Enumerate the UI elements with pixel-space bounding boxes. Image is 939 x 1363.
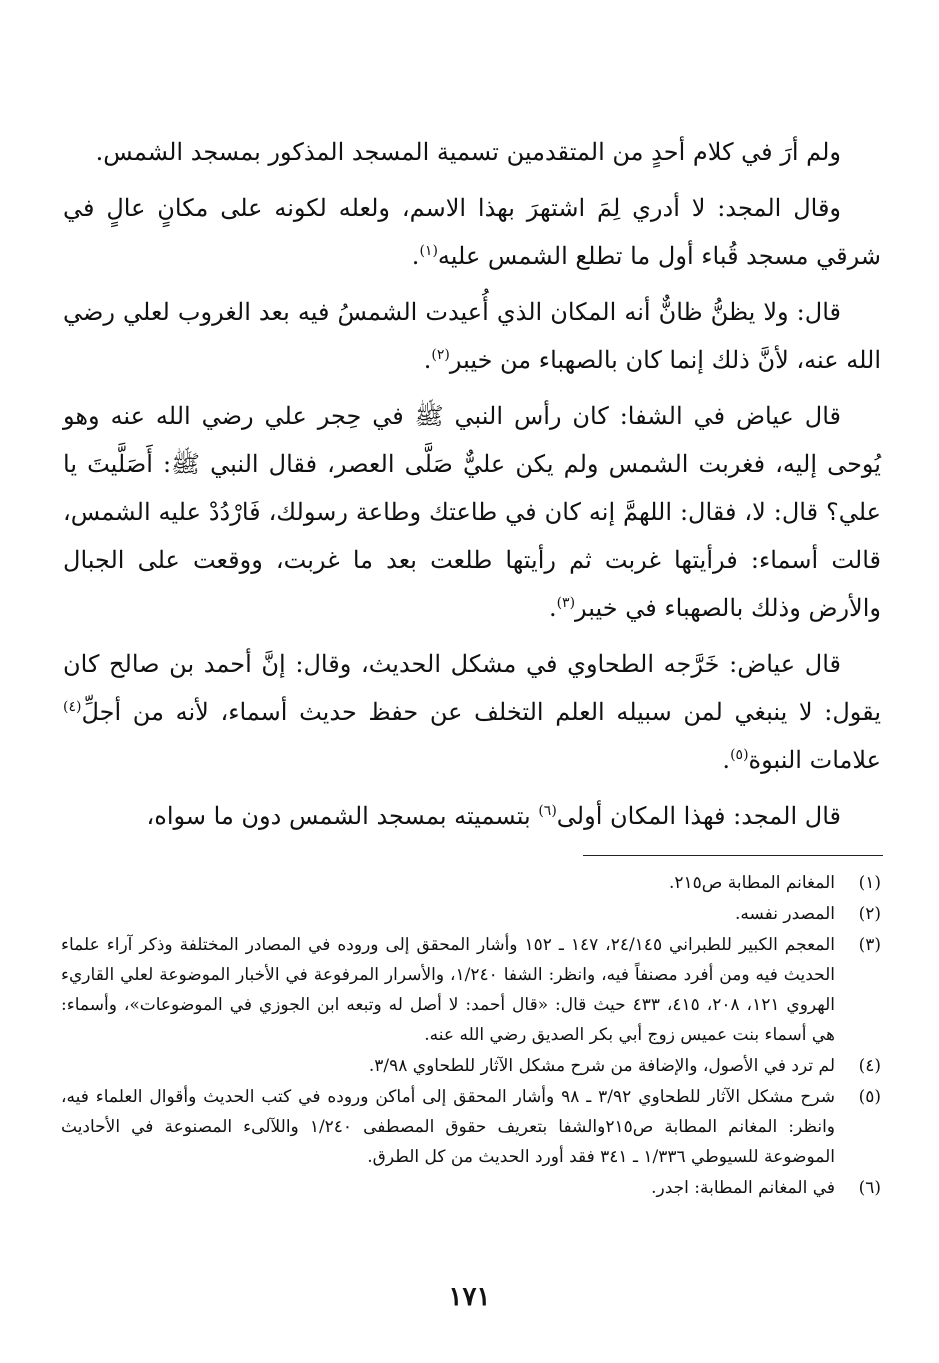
- footnote-number: (١): [858, 873, 881, 893]
- footnote-number: (٢): [858, 904, 881, 924]
- paragraph-text: قال: ولا يظنُّ ظانٌّ أنه المكان الذي أُعيدت الشمسُ فيه بعد الغروب لعلي رضي الله عنه، لأنَّ ذلك إنما كان بالصهباء من خيبر: [63, 298, 881, 374]
- footnote: [61, 868, 881, 898]
- paragraph-text: قال عياض: خَرَّجه الطحاوي في مشكل الحديث، وقال: إنَّ أحمد بن صالح كان يقول: لا ينبغي لمن سبيله العلم التخلف عن حفظ حديث أسماء، لأنه من أجلِّ: [63, 650, 881, 726]
- footnote: [61, 1082, 881, 1172]
- footnote-number: (٣): [858, 935, 881, 955]
- footnote-text: المصدر نفسه.: [734, 904, 835, 924]
- paragraph-text: .: [411, 242, 420, 270]
- footnote-ref: (٥): [730, 747, 749, 763]
- paragraph-text: .: [548, 594, 557, 622]
- paragraph-text: .: [722, 746, 731, 774]
- footnote-ref: (١): [419, 243, 438, 259]
- paragraph-text: علامات النبوة: [748, 746, 881, 774]
- footnote-number: (٤): [858, 1056, 881, 1076]
- footnote-ref: (٣): [556, 595, 576, 611]
- paragraph-text: ولم أرَ في كلام أحدٍ من المتقدمين تسمية المسجد المذكور بمسجد الشمس.: [95, 138, 841, 166]
- paragraph: [63, 640, 881, 784]
- footnote-number: (٦): [858, 1178, 881, 1198]
- paragraph-text: .: [423, 346, 432, 374]
- footnote: [61, 899, 881, 929]
- paragraph: [63, 184, 881, 280]
- main-text: [63, 128, 881, 848]
- footnote-ref: (٢): [431, 347, 450, 363]
- paragraph: [63, 392, 881, 632]
- footnote-ref: (٤): [63, 699, 82, 715]
- footnote: [61, 1051, 881, 1081]
- paragraph: [63, 288, 881, 384]
- footnote: [61, 1173, 881, 1203]
- footnote-text: شرح مشكل الآثار للطحاوي ٣/٩٢ ـ ٩٨ وأشار المحقق إلى أماكن وروده في كتب الحديث وأقوال العلماء فيه، وانظر: المغانم المطابة ص٢١٥والشفا بتعريف حقوق المصطفى ١/٢٤٠ واللآلىء المصنوعة في الأحاديث الموضوعة للسيوطي ١/٣٣٦ ـ ٣٤١ فقد أورد الحديث من كل الطرق.: [61, 1087, 835, 1167]
- paragraph-text: وقال المجد: لا أدري لِمَ اشتهرَ بهذا الاسم، ولعله لكونه على مكانٍ عالٍ في شرقي مسجد قُباء أول ما تطلع الشمس عليه: [63, 194, 881, 270]
- footnote-text: المغانم المطابة ص٢١٥.: [668, 873, 835, 893]
- footnote-text: في المغانم المطابة: اجدر.: [651, 1178, 835, 1198]
- paragraph-text: قال عياض في الشفا: كان رأس النبي ﷺ في حِجر علي رضي الله عنه وهو يُوحى إليه، فغربت الشمس ولم يكن عليٌّ صَلَّى العصر، فقال النبي ﷺ: أَصَلَّيتَ يا علي؟ قال: لا، فقال: اللهمَّ إنه كان في طاعتك وطاعة رسولك، فَارْدُدْ عليه الشمس، قالت أسماء: فرأيتها غربت ثم رأيتها طلعت بعد ما غربت، ووقعت على الجبال والأرض وذلك بالصهباء في خيبر: [63, 402, 881, 622]
- footnote-number: (٥): [858, 1087, 881, 1107]
- footnotes: [61, 868, 881, 1204]
- footnote-divider: [583, 855, 883, 856]
- paragraph-text: قال المجد: فهذا المكان أولى: [556, 802, 841, 830]
- page-number: ١٧١: [448, 1282, 491, 1312]
- paragraph: [63, 128, 881, 176]
- footnote-text: لم ترد في الأصول، والإضافة من شرح مشكل الآثار للطحاوي ٣/٩٨.: [368, 1056, 835, 1076]
- footnote-ref: (٦): [538, 803, 557, 819]
- footnote-text: المعجم الكبير للطبراني ٢٤/١٤٥، ١٤٧ ـ ١٥٢ وأشار المحقق إلى وروده في المصادر المختلفة وذكر آراء علماء الحديث فيه ومن أفرد مصنفاً فيه، وانظر: الشفا ١/٢٤٠، والأسرار المرفوعة في الأخبار الموضوعة لعلي القاريء الهروي ١٢١، ٢٠٨، ٤١٥، ٤٣٣ حيث قال: «قال أحمد: لا أصل له وتبعه ابن الجوزي في الموضوعات»، وأسماء: هي أسماء بنت عميس زوج أبي بكر الصديق رضي الله عنه.: [61, 935, 836, 1045]
- footnote: [61, 930, 881, 1050]
- paragraph: [63, 792, 881, 840]
- paragraph-text: بتسميته بمسجد الشمس دون ما سواه،: [146, 802, 539, 830]
